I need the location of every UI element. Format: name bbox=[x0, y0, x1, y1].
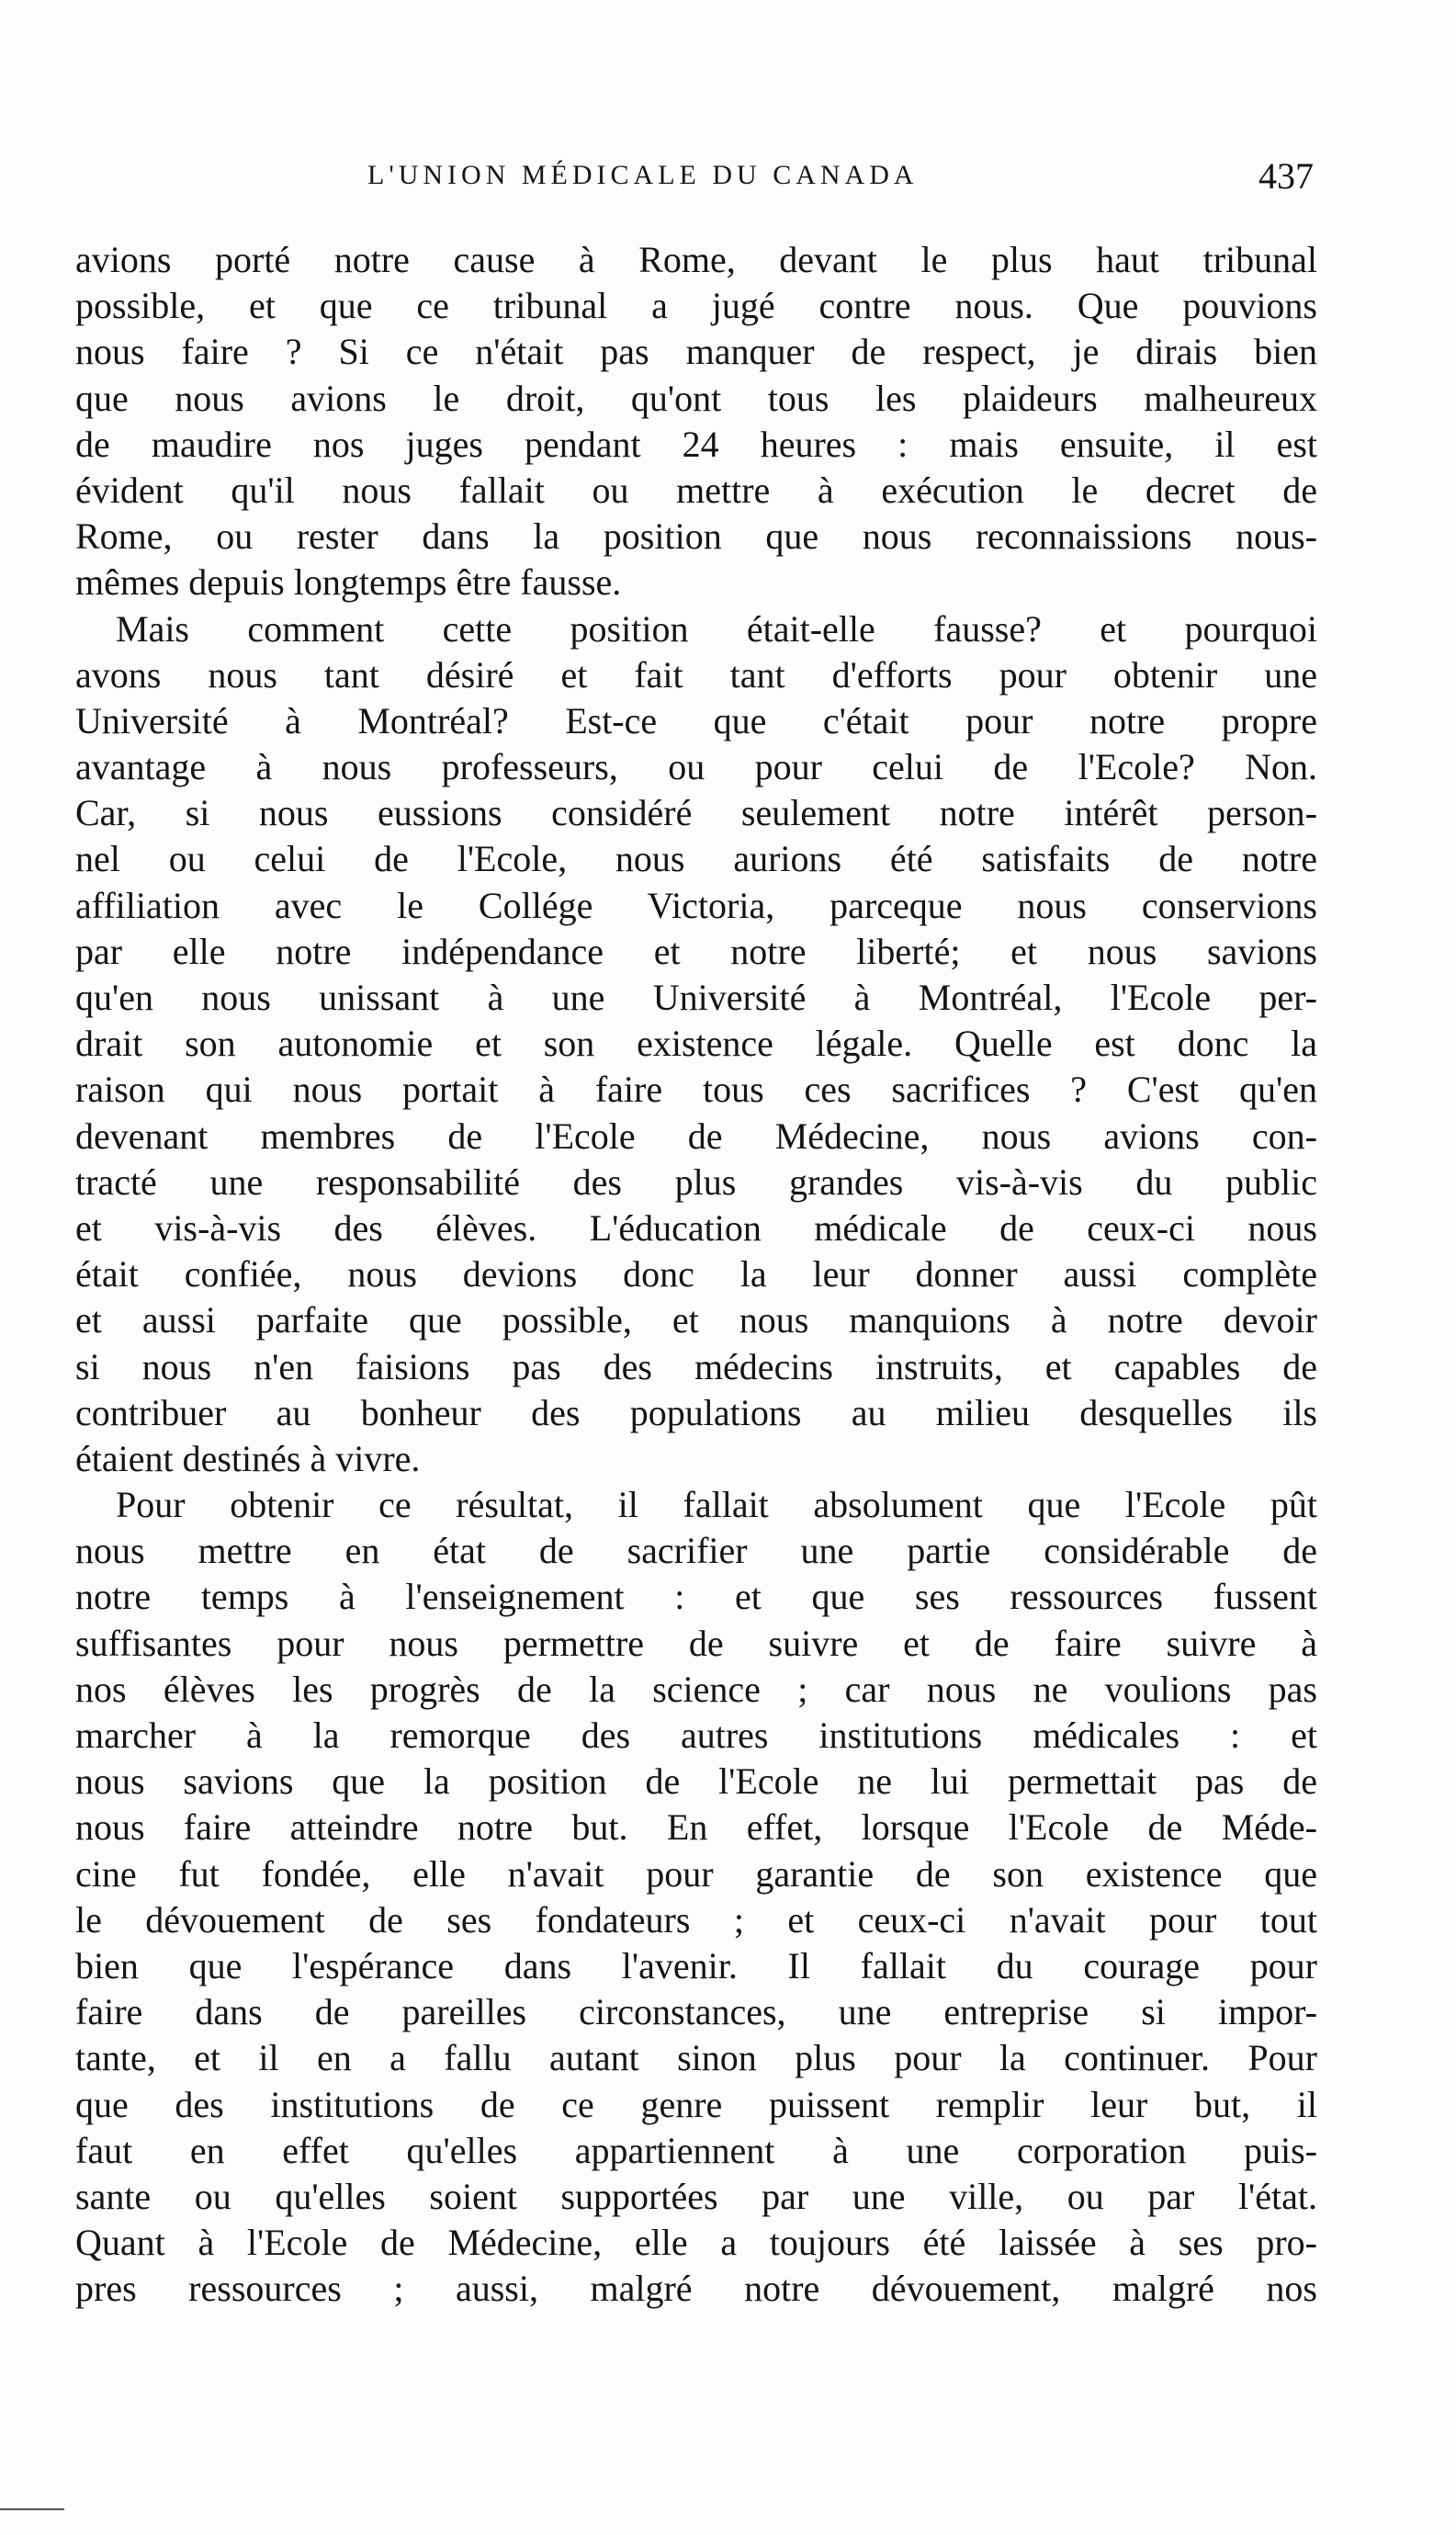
running-header bbox=[119, 154, 1314, 209]
text-line: si nous n'en faisions pas des médecins instruits, et capables de bbox=[75, 1345, 1317, 1387]
text-line: Rome, ou rester dans la position que nous reconnaissions nous- bbox=[75, 515, 1317, 558]
text-line: Université à Montréal? Est-ce que c'était pour notre propre bbox=[75, 699, 1317, 741]
text-line: Car, si nous eussions considéré seulement notre intérêt person- bbox=[75, 792, 1317, 834]
text-line: Quant à l'Ecole de Médecine, elle a toujours été laissée à ses pro- bbox=[75, 2222, 1317, 2264]
text-line: avons nous tant désiré et fait tant d'efforts pour obtenir une bbox=[75, 653, 1317, 696]
text-line: avantage à nous professeurs, ou pour celui de l'Ecole? Non. bbox=[75, 746, 1317, 788]
text-line: et aussi parfaite que possible, et nous manquions à notre devoir bbox=[75, 1299, 1317, 1341]
text-line: nous mettre en état de sacrifier une partie considérable de bbox=[75, 1530, 1317, 1572]
text-line: faut en effet qu'elles appartiennent à une corporation puis- bbox=[75, 2129, 1317, 2171]
text-line: nous faire atteindre notre but. En effet, lorsque l'Ecole de Méde- bbox=[75, 1806, 1317, 1849]
text-line: bien que l'espérance dans l'avenir. Il fallait du courage pour bbox=[75, 1944, 1317, 1986]
text-line: tracté une responsabilité des plus grandes vis-à-vis du public bbox=[75, 1160, 1317, 1203]
text-line: que des institutions de ce genre puissent remplir leur but, il bbox=[75, 2083, 1317, 2125]
text-line: par elle notre indépendance et notre liberté; et nous savions bbox=[75, 930, 1317, 972]
text-line: tante, et il en a fallu autant sinon plus pour la continuer. Pour bbox=[75, 2037, 1317, 2079]
text-line: avions porté notre cause à Rome, devant le plus haut tribunal bbox=[75, 239, 1317, 280]
text-line: faire dans de pareilles circonstances, une entreprise si impor- bbox=[75, 1991, 1317, 2033]
text-line: pres ressources ; aussi, malgré notre dévouement, malgré nos bbox=[75, 2268, 1317, 2310]
text-line: le dévouement de ses fondateurs ; et ceux-ci n'avait pour tout bbox=[75, 1898, 1317, 1941]
paragraph-2 bbox=[75, 606, 1317, 1483]
paragraph-1 bbox=[75, 237, 1317, 606]
text-line: mêmes depuis longtemps être fausse. bbox=[75, 561, 622, 604]
text-line: nos élèves les progrès de la science ; car nous ne voulions pas bbox=[75, 1668, 1317, 1710]
text-line: contribuer au bonheur des populations au milieu desquelles ils bbox=[75, 1391, 1317, 1433]
text-line: évident qu'il nous fallait ou mettre à exécution le decret de bbox=[75, 469, 1317, 511]
page-number: 437 bbox=[1258, 155, 1314, 197]
text-line: devenant membres de l'Ecole de Médecine, nous avions con- bbox=[75, 1115, 1317, 1157]
text-line: possible, et que ce tribunal a jugé contre nous. Que pouvions bbox=[75, 285, 1317, 327]
text-line: que nous avions le droit, qu'ont tous les plaideurs malheureux bbox=[75, 377, 1317, 419]
paragraph-3 bbox=[75, 1482, 1317, 2312]
text-line: de maudire nos juges pendant 24 heures : mais ensuite, il est bbox=[75, 423, 1317, 465]
text-line: étaient destinés à vivre. bbox=[75, 1437, 421, 1479]
text-line: raison qui nous portait à faire tous ces sacrifices ? C'est qu'en bbox=[75, 1069, 1317, 1111]
text-line: et vis-à-vis des élèves. L'éducation médicale de ceux-ci nous bbox=[75, 1206, 1317, 1249]
text-line: Pour obtenir ce résultat, il fallait absolument que l'Ecole pût bbox=[116, 1484, 1317, 1526]
text-line: cine fut fondée, elle n'avait pour garantie de son existence que bbox=[75, 1852, 1317, 1895]
text-line: marcher à la remorque des autres institutions médicales : et bbox=[75, 1715, 1317, 1756]
text-line: drait son autonomie et son existence légale. Quelle est donc la bbox=[75, 1023, 1317, 1065]
body-text bbox=[75, 237, 1317, 2312]
text-line: était confiée, nous devions donc la leur donner aussi complète bbox=[75, 1253, 1317, 1296]
text-line: nous savions que la position de l'Ecole ne lui permettait pas de bbox=[75, 1760, 1317, 1803]
text-line: notre temps à l'enseignement : et que ses ressources fussent bbox=[75, 1576, 1317, 1618]
text-line: Mais comment cette position était-elle fausse? et pourquoi bbox=[116, 607, 1317, 650]
text-line: sante ou qu'elles soient supportées par une ville, ou par l'état. bbox=[75, 2175, 1317, 2217]
text-line: qu'en nous unissant à une Université à Montréal, l'Ecole per- bbox=[75, 977, 1317, 1018]
running-title: L'UNION MÉDICALE DU CANADA bbox=[367, 160, 919, 190]
text-line: nous faire ? Si ce n'était pas manquer de respect, je dirais bien bbox=[75, 331, 1317, 373]
page-edge-rule bbox=[0, 2508, 64, 2510]
text-line: affiliation avec le Collége Victoria, parceque nous conservions bbox=[75, 884, 1317, 926]
text-line: suffisantes pour nous permettre de suivre et de faire suivre à bbox=[75, 1622, 1317, 1664]
text-line: nel ou celui de l'Ecole, nous aurions été satisfaits de notre bbox=[75, 838, 1317, 880]
